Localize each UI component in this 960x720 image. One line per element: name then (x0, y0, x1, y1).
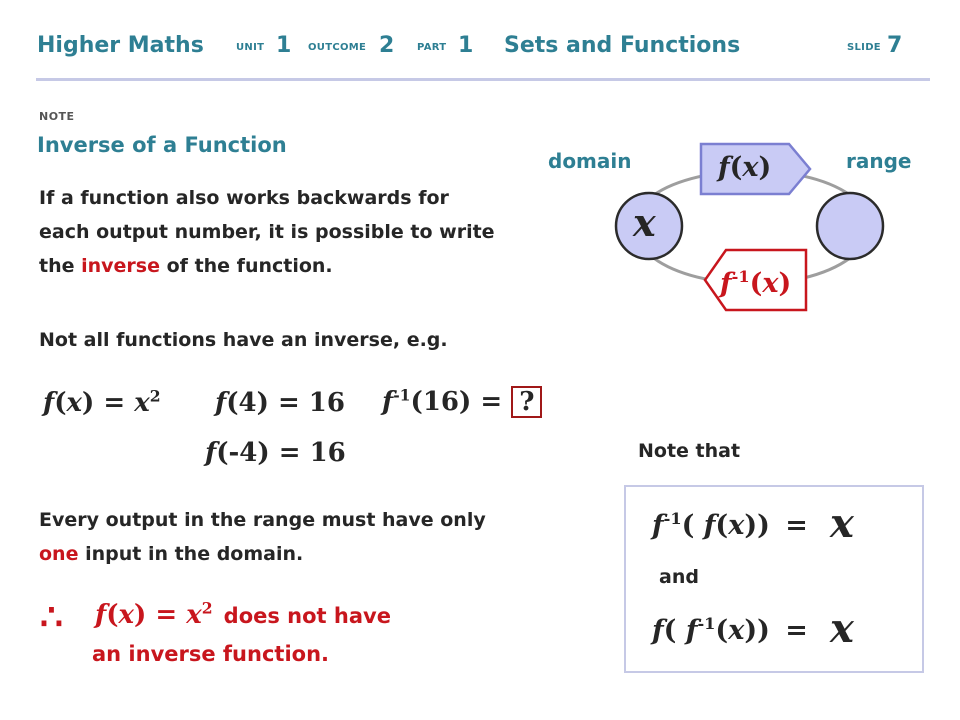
eq3-arg: 16 (422, 387, 460, 417)
identity-2-result: x (830, 605, 854, 652)
eq4-f: f (205, 438, 217, 468)
id2-arg: x (728, 615, 745, 646)
equation-f-inverse-16: $f^{-1}(16)$ = ? (382, 386, 542, 418)
conclusion-arg: x (118, 600, 135, 630)
inverse-keyword: inverse (81, 255, 161, 277)
inverse-f: f (720, 268, 732, 299)
conclusion-rhs: = x (155, 600, 202, 630)
id1-outer-sup: -1 (663, 509, 682, 528)
domain-variable: x (633, 200, 656, 245)
forward-function-label: f(x) (718, 152, 772, 183)
one-keyword: one (39, 543, 79, 565)
forward-f: f (718, 152, 730, 183)
header-divider (36, 78, 930, 81)
intro-paragraph (39, 181, 495, 283)
inverse-arg: x (762, 268, 779, 299)
eq3-f: f (382, 387, 394, 417)
eq2-arg: 4 (238, 388, 257, 418)
conclusion-f: f (95, 600, 107, 630)
eq1-f: f (43, 388, 55, 418)
range-circle (817, 193, 883, 259)
inverse-sup: -1 (731, 267, 750, 286)
note-label: NOTE (39, 110, 75, 123)
rule-line-1: Every output in the range must have only (39, 509, 486, 531)
eq3-sup: -1 (393, 385, 411, 405)
id1-arg: x (728, 510, 745, 541)
domain-label: domain (548, 149, 632, 173)
conclusion-tail: does not have (223, 604, 391, 628)
course-title: Higher Maths (37, 33, 204, 58)
conclusion-line-2: an inverse function. (92, 642, 329, 666)
eq4-rhs: = 16 (278, 438, 346, 468)
id2-inner-sup: -1 (697, 614, 716, 633)
eq1-arg: x (66, 388, 83, 418)
slide-number: 7 (887, 33, 903, 58)
id2-outer-f: f (652, 615, 664, 646)
id1-inner-f: f (703, 510, 716, 541)
eq3-rhs: = (480, 387, 503, 417)
inverse-function-label: $f^{-1}(x)$ (720, 267, 792, 299)
id1-equals: = (785, 510, 808, 541)
unit-label: UNIT (236, 42, 265, 53)
conclusion-line-1 (95, 600, 391, 630)
eq4-arg: -4 (228, 438, 258, 468)
note-title: Inverse of a Function (37, 133, 287, 157)
part-value: 1 (458, 33, 474, 58)
intro-line-1: If a function also works backwards for (39, 187, 449, 209)
part-label: PART (417, 42, 447, 53)
intro-line-3-pre: the (39, 255, 82, 277)
intro-line-3 (39, 249, 495, 283)
eq2-rhs: = 16 (277, 388, 345, 418)
note-that-heading: Note that (638, 440, 741, 462)
intro-line-2: each output number, it is possible to write (39, 221, 495, 243)
rule-line-2 (39, 537, 486, 571)
id2-inner-f: f (685, 615, 698, 646)
equation-f-x-squared: $f(x) = x^2$ (43, 386, 161, 418)
equation-f-4: f(4) = 16 (215, 388, 345, 418)
id2-equals: = (785, 615, 808, 646)
rule-paragraph (39, 503, 486, 571)
example-intro: Not all functions have an inverse, e.g. (39, 329, 448, 351)
rule-line-2-post: input in the domain. (78, 543, 304, 565)
eq1-rhs: = x (103, 388, 150, 418)
identity-1-result: x (830, 500, 854, 547)
forward-arg: x (742, 152, 759, 183)
outcome-value: 2 (379, 33, 395, 58)
eq1-sup: 2 (149, 386, 161, 406)
therefore-symbol: ∴ (40, 596, 63, 638)
conclusion-sup: 2 (201, 598, 213, 618)
conclusion-equation: $f(x) = x^2$ (95, 598, 213, 630)
unknown-box: ? (511, 386, 542, 418)
identity-f-of-inverse: f( $f^{-1}(x)$) = (652, 614, 808, 646)
eq2-f: f (215, 388, 227, 418)
and-label: and (659, 566, 699, 588)
identity-inverse-of-f: $f^{-1}$( f(x)) = (652, 509, 808, 541)
intro-line-3-post: of the function. (160, 255, 333, 277)
range-label: range (846, 149, 912, 173)
unit-value: 1 (276, 33, 292, 58)
slide-label: SLIDE (847, 42, 881, 53)
id1-outer-f: f (652, 510, 664, 541)
topic-title: Sets and Functions (504, 33, 741, 58)
outcome-label: OUTCOME (308, 42, 367, 53)
equation-f-minus-4: f(-4) = 16 (205, 438, 346, 468)
